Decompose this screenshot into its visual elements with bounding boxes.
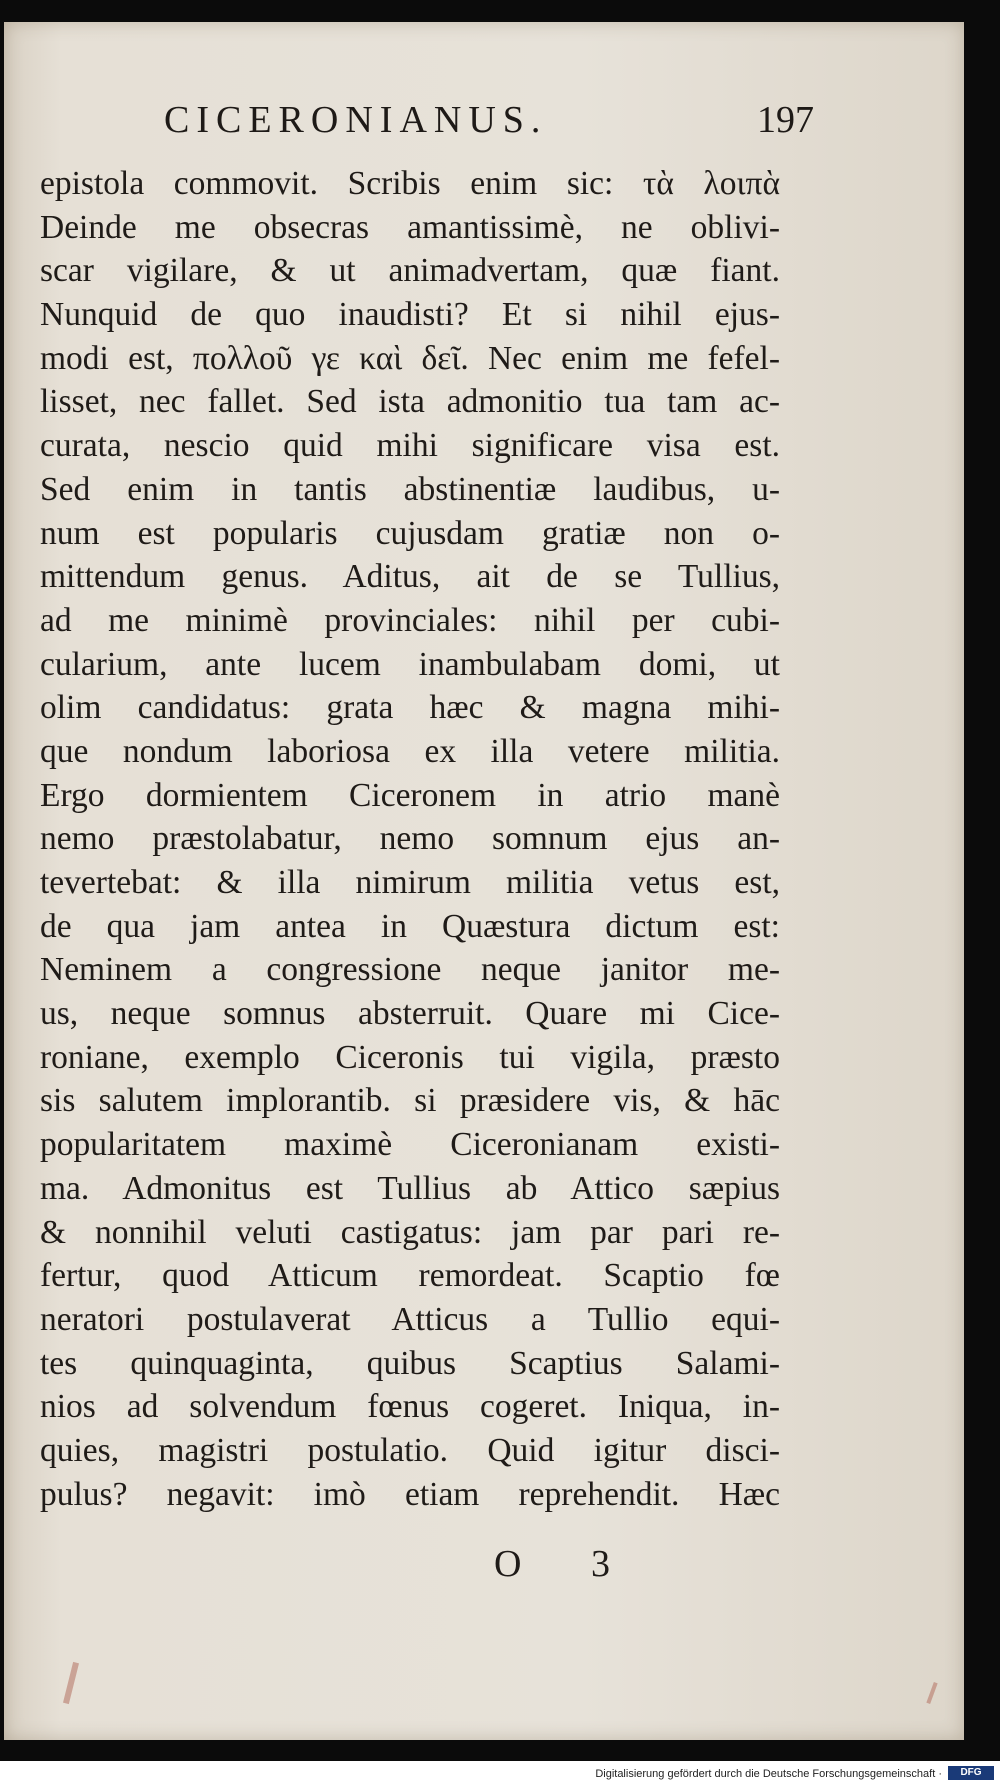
text-line: Sed enim in tantis abstinentiæ laudibus, u-	[40, 470, 780, 508]
text-line: us, neque somnus absterruit. Quare mi Cice-	[40, 995, 780, 1033]
text-line: curata, nescio quid mihi significare visa est.	[40, 427, 780, 465]
ink-stain	[926, 1682, 937, 1704]
page-number: 197	[757, 99, 814, 141]
text-line: Deinde me obsecras amantissimè, ne oblivi-	[40, 208, 780, 246]
text-line: roniane, exemplo Ciceronis tui vigila, præsto	[40, 1038, 780, 1076]
text-line: sis salutem implorantib. si præsidere vis, & hāc	[40, 1082, 780, 1120]
text-line: modi est, πολλοῦ γε καὶ δεῖ. Nec enim me fefel-	[40, 339, 780, 377]
text-line: ad me minimè provinciales: nihil per cubi-	[40, 601, 780, 639]
funding-credit: Digitalisierung gefördert durch die Deutsche Forschungsgemeinschaft ·	[595, 1768, 942, 1780]
body-text	[40, 162, 780, 1516]
text-line: popularitatem maximè Ciceronianam existi-	[40, 1126, 780, 1164]
text-line: scar vigilare, & ut animadvertam, quæ fiant.	[40, 252, 780, 290]
running-head: CICERONIANUS.	[164, 99, 548, 141]
ink-stain	[63, 1662, 79, 1704]
text-line: lisset, nec fallet. Sed ista admonitio tua tam ac-	[40, 383, 780, 421]
text-line: fertur, quod Atticum remordeat. Scaptio fœ	[40, 1257, 780, 1295]
signature-mark: O 3	[494, 1543, 640, 1585]
text-line: tes quinquaginta, quibus Scaptius Salami-	[40, 1344, 780, 1382]
text-line: nios ad solvendum fœnus cogeret. Iniqua, in-	[40, 1388, 780, 1426]
text-line: que nondum laboriosa ex illa vetere militia.	[40, 732, 780, 770]
dfg-logo-icon: DFG	[948, 1766, 994, 1780]
text-line: neratori postulaverat Atticus a Tullio equi-	[40, 1300, 780, 1338]
text-line: tevertebat: & illa nimirum militia vetus est,	[40, 864, 780, 901]
text-line: Ergo dormientem Ciceronem in atrio manè	[40, 776, 780, 814]
text-line: de qua jam antea in Quæstura dictum est:	[40, 907, 780, 945]
text-line: mittendum genus. Aditus, ait de se Tullius,	[40, 558, 780, 596]
text-line: epistola commovit. Scribis enim sic: τὰ λοιπὰ	[40, 165, 780, 202]
text-line: Nunquid de quo inaudisti? Et si nihil ejus-	[40, 296, 780, 334]
text-line: nemo præstolabatur, nemo somnum ejus an-	[40, 820, 780, 858]
text-line: & nonnihil veluti castigatus: jam par pari re-	[40, 1213, 780, 1251]
text-line: ma. Admonitus est Tullius ab Attico sæpius	[40, 1169, 780, 1207]
text-line: olim candidatus: grata hæc & magna mihi-	[40, 689, 780, 727]
text-line: cularium, ante lucem inambulabam domi, ut	[40, 645, 780, 683]
text-line: pulus? negavit: imò etiam reprehendit. Hæc	[40, 1475, 780, 1513]
digitization-footer	[0, 1761, 1000, 1783]
text-line: num est popularis cujusdam gratiæ non o-	[40, 514, 780, 552]
book-page	[4, 22, 964, 1740]
page-header	[164, 98, 814, 154]
text-line: quies, magistri postulatio. Quid igitur disci-	[40, 1431, 780, 1469]
text-line: Neminem a congressione neque janitor me-	[40, 951, 780, 989]
